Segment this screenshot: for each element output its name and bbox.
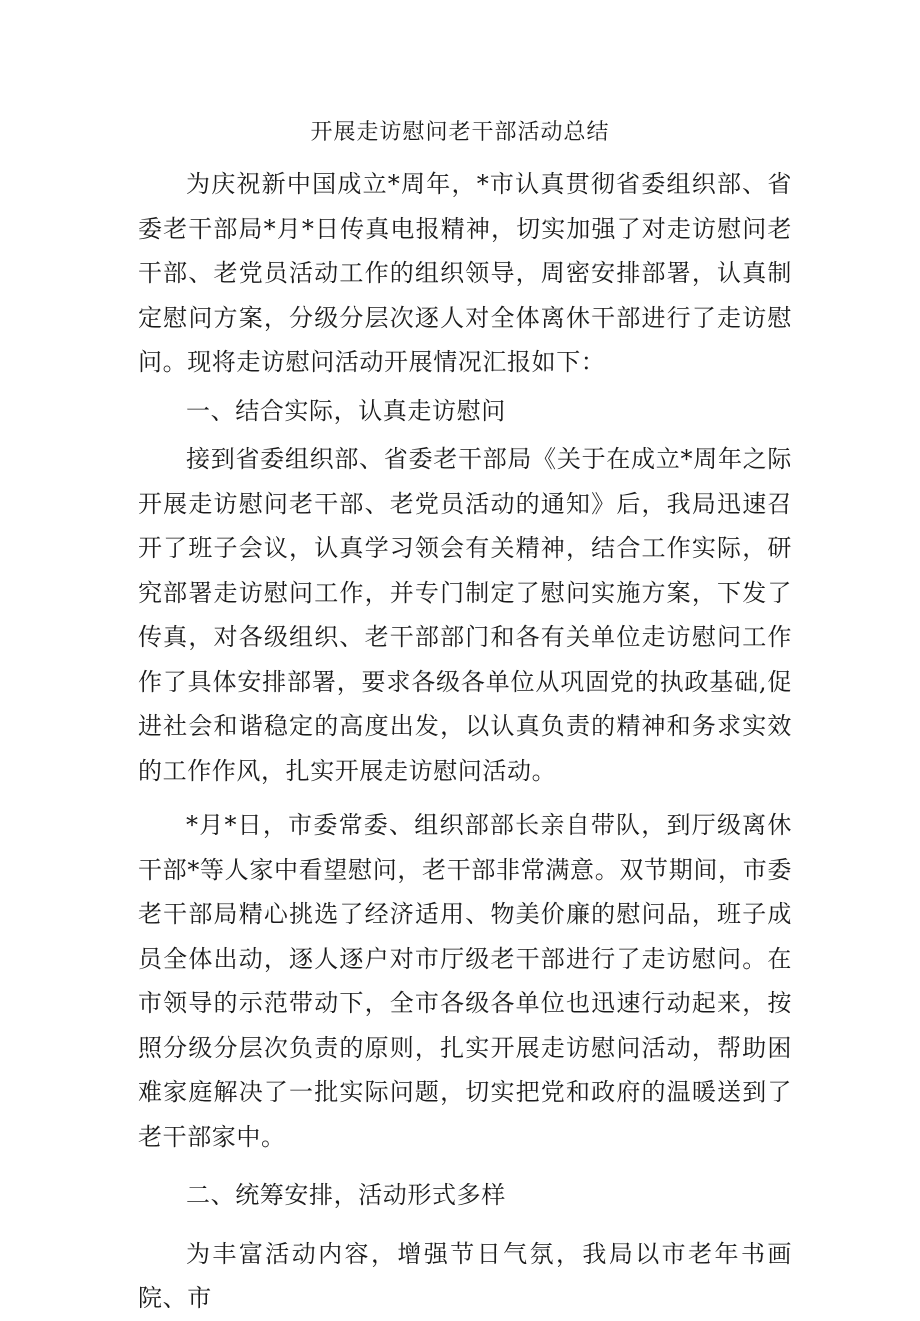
- paragraph-intro: 为庆祝新中国成立*周年，*市认真贯彻省委组织部、省委老干部局*月*日传真电报精神，切实加强了对走访慰问老干部、老党员活动工作的组织领导，周密安排部署，认真制定慰问方案，分级分层次逐人对全体离休干部进行了走访慰问。现将走访慰问活动开展情况汇报如下：: [138, 170, 792, 376]
- document-body: [138, 162, 792, 1321]
- section-heading-2: 二、统筹安排，活动形式多样: [186, 1181, 506, 1209]
- paragraph-section-1-a: 接到省委组织部、省委老干部局《关于在成立*周年之际开展走访慰问老干部、老党员活动的通知》后，我局迅速召开了班子会议，认真学习领会有关精神，结合工作实际，研究部署走访慰问工作，并专门制定了慰问实施方案，下发了传真，对各级组织、老干部部门和各有关单位走访慰问工作作了具体安排部署，要求各级各单位从巩固党的执政基础,促进社会和谐稳定的高度出发，以认真负责的精神和务求实效的工作作风，扎实开展走访慰问活动。: [138, 445, 792, 785]
- paragraph-gap: [138, 1222, 792, 1232]
- section-heading-1: 一、结合实际，认真走访慰问: [186, 396, 506, 425]
- paragraph-gap: [138, 793, 792, 803]
- paragraph-section-1-b: *月*日，市委常委、组织部部长亲自带队，到厅级离休干部*等人家中看望慰问，老干部非常满意。双节期间，市委老干部局精心挑选了经济适用、物美价廉的慰问品，班子成员全体出动，逐人逐户对市厅级老干部进行了走访慰问。在市领导的示范带动下，全市各级各单位也迅速行动起来，按照分级分层次负责的原则，扎实开展走访慰问活动，帮助困难家庭解决了一批实际问题，切实把党和政府的温暖送到了老干部家中。: [138, 811, 792, 1151]
- document-title: 开展走访慰问老干部活动总结: [310, 120, 610, 145]
- paragraph-section-2-a: 为丰富活动内容，增强节日气氛，我局以市老年书画院、市: [138, 1239, 792, 1312]
- paragraph-gap: [138, 1159, 792, 1169]
